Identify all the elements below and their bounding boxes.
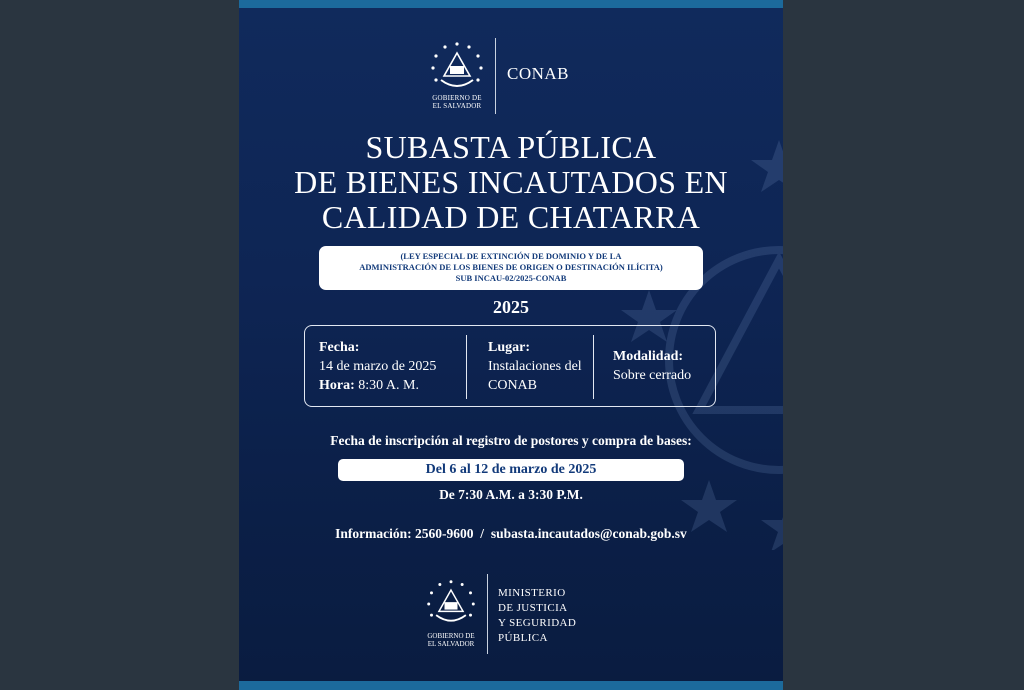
bottom-accent-band — [239, 681, 783, 690]
logo-divider — [487, 574, 488, 654]
modality-label: Modalidad: — [613, 349, 684, 364]
ministry-line1: MINISTERIO — [498, 587, 566, 599]
place-label: Lugar: — [488, 340, 530, 355]
modality-column — [613, 347, 691, 385]
date-column — [319, 338, 436, 395]
modality-value: Sobre cerrado — [613, 368, 692, 383]
contact-info — [239, 526, 783, 542]
date-label: Fecha: — [319, 340, 360, 355]
info-email: subasta.incautados@conab.gob.sv — [490, 526, 687, 541]
legal-reference-box — [319, 246, 703, 290]
time-value: 8:30 A. M. — [358, 378, 419, 393]
title-line1: SUBASTA PÚBLICA — [365, 129, 657, 165]
column-divider — [466, 335, 467, 399]
org-name: CONAB — [507, 64, 570, 83]
info-phone: 2560-9600 — [415, 526, 474, 541]
info-separator: / — [480, 526, 485, 541]
time-label: Hora: — [319, 378, 355, 393]
registration-dates-box: Del 6 al 12 de marzo de 2025 — [338, 459, 684, 481]
info-label: Información: — [335, 526, 412, 541]
title-line2: DE BIENES INCAUTADOS EN — [294, 164, 728, 200]
top-accent-band — [239, 0, 783, 8]
event-details-box — [304, 325, 716, 407]
place-column — [488, 338, 582, 395]
legal-line2: ADMINISTRACIÓN DE LOS BIENES DE ORIGEN O DESTINACIÓN ILÍCITA) — [359, 262, 663, 272]
gov-label — [421, 94, 493, 110]
gov-label — [415, 632, 487, 648]
ministry-line3: Y SEGURIDAD — [498, 617, 577, 629]
ministry-name — [498, 586, 576, 646]
legal-line3: SUB INCAU-02/2025-CONAB — [455, 273, 567, 283]
page-title — [239, 130, 783, 235]
title-line3: CALIDAD DE CHATARRA — [321, 199, 701, 235]
gov-label-line2: EL SALVADOR — [432, 102, 482, 110]
national-seal-icon — [425, 578, 477, 630]
place-line1: Instalaciones del — [488, 359, 582, 374]
registration-label: Fecha de inscripción al registro de postores y compra de bases: — [330, 433, 692, 448]
registration-hours: De 7:30 A.M. a 3:30 P.M. — [439, 487, 583, 502]
year: 2025 — [493, 297, 529, 317]
place-line2: CONAB — [488, 378, 538, 393]
announcement-poster — [239, 0, 783, 690]
gov-label-line1: GOBIERNO DE — [427, 632, 475, 640]
legal-line1: (LEY ESPECIAL DE EXTINCIÓN DE DOMINIO Y DE LA — [400, 251, 622, 261]
national-seal-icon — [429, 40, 485, 96]
gov-label-line2: EL SALVADOR — [427, 640, 475, 648]
ministry-line4: PÚBLICA — [498, 632, 548, 644]
conab-header-logo — [429, 38, 599, 118]
gov-label-line1: GOBIERNO DE — [432, 94, 482, 102]
column-divider — [593, 335, 594, 399]
date-value: 14 de marzo de 2025 — [319, 359, 437, 374]
ministry-line2: DE JUSTICIA — [498, 602, 568, 614]
logo-divider — [495, 38, 496, 114]
ministry-footer-logo — [419, 574, 619, 656]
